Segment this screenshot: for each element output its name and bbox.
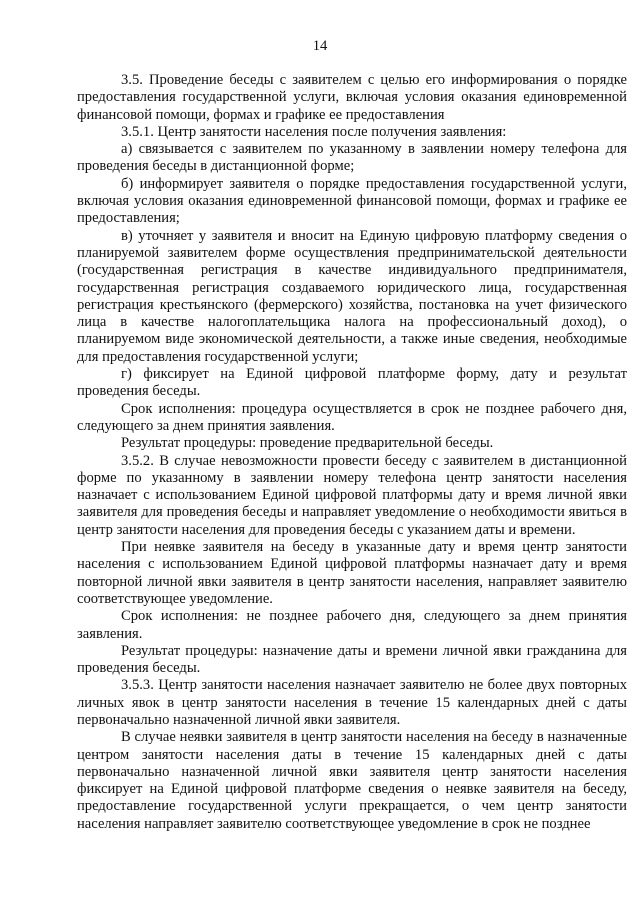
termination-paragraph: В случае неявки заявителя в центр занятости населения на беседу в назначенные центром занятости населения даты в течение 15 календарных дней с даты первоначально назначенной личной явки заявителя центр занятости населения фиксирует на Единой цифровой платформе сведения о неявке заявителя на беседу, предоставление государственной услуги прекращается, о чем центр занятости населения направляет заявителю соответствующее уведомление в срок не позднее [77, 729, 627, 832]
deadline-paragraph-2: Срок исполнения: не позднее рабочего дня, следующего за днем принятия заявления. [77, 608, 627, 642]
list-item-a: а) связывается с заявителем по указанному в заявлении номеру телефона для проведения беседы в дистанционной форме; [77, 141, 627, 175]
list-item-b: б) информирует заявителя о порядке предоставления государственной услуги, включая условия оказания единовременной финансовой помощи, формах и графике ее предоставления; [77, 175, 627, 227]
result-paragraph: Результат процедуры: проведение предварительной беседы. [121, 435, 494, 452]
page-number: 14 [312, 38, 328, 54]
no-show-paragraph: При неявке заявителя на беседу в указанные дату и время центр занятости населения с использованием Единой цифровой платформы назначает дату и время повторной личной явки заявителя в центр занятости населения, направляет заявителю соответствующее уведомление. [77, 539, 627, 607]
paragraph-3-5-1: 3.5.1. Центр занятости населения после получения заявления: [121, 123, 507, 140]
paragraph-3-5-2: 3.5.2. В случае невозможности провести беседу с заявителем в дистанционной форме по указанному в заявлении номеру телефона центр занятости населения назначает с использованием Единой цифровой платформы дату и время личной явки заявителя для проведения беседы и направляет уведомление о необходимости явиться в центр занятости населения для проведения беседы с указанием даты и времени. [77, 452, 627, 538]
document-body [77, 72, 627, 833]
section-heading-3-5: 3.5. Проведение беседы с заявителем с целью его информирования о порядке предоставления государственной услуги, включая условия оказания единовременной финансовой помощи, формах и графике ее предоставления [77, 72, 627, 123]
result-paragraph-2: Результат процедуры: назначение даты и времени личной явки гражданина для проведения беседы. [77, 642, 627, 677]
deadline-paragraph: Срок исполнения: процедура осуществляется в срок не позднее рабочего дня, следующего за днем принятия заявления. [77, 400, 627, 434]
list-item-g: г) фиксирует на Единой цифровой платформе форму, дату и результат проведения беседы. [77, 366, 627, 400]
paragraph-3-5-3: 3.5.3. Центр занятости населения назначает заявителю не более двух повторных личных явок в центр занятости населения в течение 15 календарных дней с даты первоначально назначенной личной явки заявителя. [77, 677, 627, 728]
list-item-v: в) уточняет у заявителя и вносит на Единую цифровую платформу сведения о планируемой заявителем форме осуществления предпринимательской деятельности (государственная регистрация в качестве индивидуального предпринимателя, государственная регистрация создаваемого юридического лица, государственная регистрация крестьянского (фермерского) хозяйства, постановка на учет физического лица в качестве налогоплательщика налога на профессиональный доход), о планируемом виде экономической деятельности, а также иные сведения, необходимые для предоставления государственной услуги; [77, 227, 627, 365]
